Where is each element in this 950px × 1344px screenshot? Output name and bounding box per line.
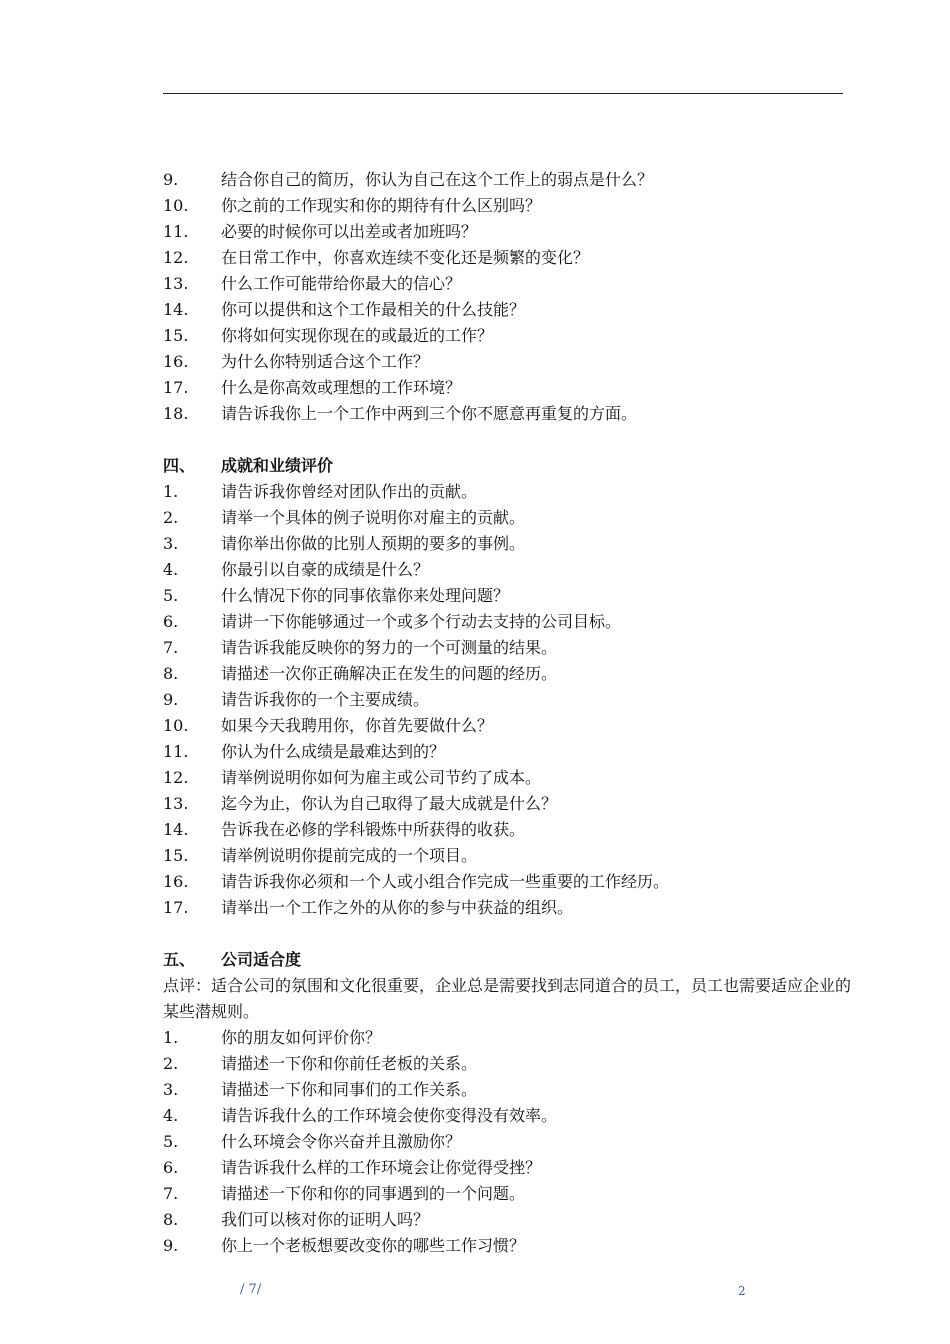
item-text: 请举例说明你如何为雇主或公司节约了成本。 <box>221 768 542 787</box>
list-item <box>163 843 853 869</box>
section-title: 公司适合度 <box>221 950 302 969</box>
item-text: 请告诉我你的一个主要成绩。 <box>221 690 430 709</box>
list-item <box>163 349 853 375</box>
list-item <box>163 375 853 401</box>
list-item <box>163 791 853 817</box>
item-number: 3. <box>163 534 179 553</box>
item-text: 为什么你特别适合这个工作？ <box>221 352 430 371</box>
item-text: 什么情况下你的同事依靠你来处理问题？ <box>221 586 510 605</box>
list-item <box>163 661 853 687</box>
company-fit-question-list <box>163 1025 853 1259</box>
list-item <box>163 1077 853 1103</box>
item-text: 迄今为止，你认为自己取得了最大成就是什么？ <box>221 794 558 813</box>
list-item <box>163 1103 853 1129</box>
list-item <box>163 297 853 323</box>
item-text: 请告诉我什么样的工作环境会让你觉得受挫？ <box>221 1158 542 1177</box>
item-text: 请举例说明你提前完成的一个项目。 <box>221 846 478 865</box>
item-text: 请举一个具体的例子说明你对雇主的贡献。 <box>221 508 526 527</box>
item-text: 请举出一个工作之外的从你的参与中获益的组织。 <box>221 898 574 917</box>
item-number: 2. <box>163 508 179 527</box>
item-number: 13. <box>163 274 189 293</box>
item-number: 7. <box>163 1184 179 1203</box>
question-list-continued <box>163 167 853 427</box>
item-number: 4. <box>163 1106 179 1125</box>
item-number: 16. <box>163 872 189 891</box>
item-text: 什么是你高效或理想的工作环境？ <box>221 378 462 397</box>
list-item <box>163 531 853 557</box>
item-text: 请告诉我你必须和一个人或小组合作完成一些重要的工作经历。 <box>221 872 670 891</box>
item-text: 必要的时候你可以出差或者加班吗？ <box>221 222 478 241</box>
list-item <box>163 713 853 739</box>
list-item <box>163 1129 853 1155</box>
list-item <box>163 245 853 271</box>
item-number: 15. <box>163 846 189 865</box>
item-text: 你之前的工作现实和你的期待有什么区别吗？ <box>221 196 542 215</box>
list-item <box>163 583 853 609</box>
spacer <box>163 427 853 453</box>
list-item <box>163 1181 853 1207</box>
item-number: 18. <box>163 404 189 423</box>
list-item <box>163 739 853 765</box>
item-number: 11. <box>163 222 189 241</box>
item-number: 5. <box>163 1132 179 1151</box>
section-title: 成就和业绩评价 <box>221 456 334 475</box>
item-text: 在日常工作中，你喜欢连续不变化还是频繁的变化？ <box>221 248 590 267</box>
list-item <box>163 505 853 531</box>
item-text: 请你举出你做的比别人预期的要多的事例。 <box>221 534 526 553</box>
item-text: 什么工作可能带给你最大的信心？ <box>221 274 462 293</box>
list-item <box>163 765 853 791</box>
section-comment: 点评：适合公司的氛围和文化很重要，企业总是需要找到志同道合的员工，员工也需要适应企业的某些潜规则。 <box>163 976 852 1021</box>
item-text: 请描述一下你和你的同事遇到的一个问题。 <box>221 1184 526 1203</box>
item-number: 7. <box>163 638 179 657</box>
item-text: 如果今天我聘用你，你首先要做什么？ <box>221 716 494 735</box>
item-number: 6. <box>163 612 179 631</box>
item-text: 请描述一下你和同事们的工作关系。 <box>221 1080 478 1099</box>
section-number: 五、 <box>163 950 196 969</box>
item-number: 8. <box>163 1210 179 1229</box>
list-item <box>163 687 853 713</box>
item-number: 1. <box>163 1028 179 1047</box>
item-text: 你认为什么成绩是最难达到的？ <box>221 742 446 761</box>
document-body <box>163 167 853 1259</box>
list-item <box>163 1155 853 1181</box>
item-number: 11. <box>163 742 189 761</box>
item-number: 6. <box>163 1158 179 1177</box>
item-text: 请告诉我能反映你的努力的一个可测量的结果。 <box>221 638 558 657</box>
list-item <box>163 869 853 895</box>
item-number: 9. <box>163 170 179 189</box>
list-item <box>163 271 853 297</box>
item-text: 请描述一下你和你前任老板的关系。 <box>221 1054 478 1073</box>
item-text: 我们可以核对你的证明人吗？ <box>221 1210 430 1229</box>
item-text: 请讲一下你能够通过一个或多个行动去支持的公司目标。 <box>221 612 622 631</box>
achievement-question-list <box>163 479 853 921</box>
item-number: 9. <box>163 690 179 709</box>
item-number: 2. <box>163 1054 179 1073</box>
section-heading-achievements <box>163 453 853 479</box>
item-number: 9. <box>163 1236 179 1255</box>
list-item <box>163 895 853 921</box>
item-text: 请告诉我你上一个工作中两到三个你不愿意再重复的方面。 <box>221 404 638 423</box>
item-number: 16. <box>163 352 189 371</box>
list-item <box>163 817 853 843</box>
list-item <box>163 1233 853 1259</box>
header-rule <box>163 93 843 94</box>
item-text: 你将如何实现你现在的或最近的工作？ <box>221 326 494 345</box>
item-number: 10. <box>163 196 189 215</box>
item-number: 1. <box>163 482 179 501</box>
item-text: 请告诉我你曾经对团队作出的贡献。 <box>221 482 478 501</box>
item-text: 请告诉我什么的工作环境会使你变得没有效率。 <box>221 1106 558 1125</box>
item-text: 结合你自己的简历，你认为自己在这个工作上的弱点是什么？ <box>221 170 654 189</box>
item-number: 12. <box>163 248 189 267</box>
section-number: 四、 <box>163 456 196 475</box>
list-item <box>163 167 853 193</box>
item-number: 10. <box>163 716 189 735</box>
item-number: 13. <box>163 794 189 813</box>
item-text: 你可以提供和这个工作最相关的什么技能？ <box>221 300 526 319</box>
list-item <box>163 219 853 245</box>
item-text: 请描述一次你正确解决正在发生的问题的经历。 <box>221 664 558 683</box>
item-number: 4. <box>163 560 179 579</box>
item-text: 你最引以自豪的成绩是什么？ <box>221 560 430 579</box>
list-item <box>163 401 853 427</box>
list-item <box>163 1207 853 1233</box>
footer-page-marker: / 7/ <box>240 1282 262 1297</box>
item-number: 17. <box>163 378 189 397</box>
item-number: 14. <box>163 300 189 319</box>
item-number: 12. <box>163 768 189 787</box>
list-item <box>163 609 853 635</box>
list-item <box>163 1051 853 1077</box>
list-item <box>163 323 853 349</box>
item-number: 15. <box>163 326 189 345</box>
list-item <box>163 557 853 583</box>
item-number: 17. <box>163 898 189 917</box>
item-number: 3. <box>163 1080 179 1099</box>
spacer <box>163 921 853 947</box>
item-number: 14. <box>163 820 189 839</box>
item-text: 你的朋友如何评价你？ <box>221 1028 382 1047</box>
item-text: 什么环境会令你兴奋并且激励你？ <box>221 1132 462 1151</box>
list-item <box>163 635 853 661</box>
section-heading-company-fit <box>163 947 853 973</box>
list-item <box>163 193 853 219</box>
item-text: 告诉我在必修的学科锻炼中所获得的收获。 <box>221 820 526 839</box>
list-item <box>163 479 853 505</box>
item-text: 你上一个老板想要改变你的哪些工作习惯？ <box>221 1236 526 1255</box>
page-number: 2 <box>738 1284 746 1298</box>
item-number: 5. <box>163 586 179 605</box>
item-number: 8. <box>163 664 179 683</box>
list-item <box>163 1025 853 1051</box>
